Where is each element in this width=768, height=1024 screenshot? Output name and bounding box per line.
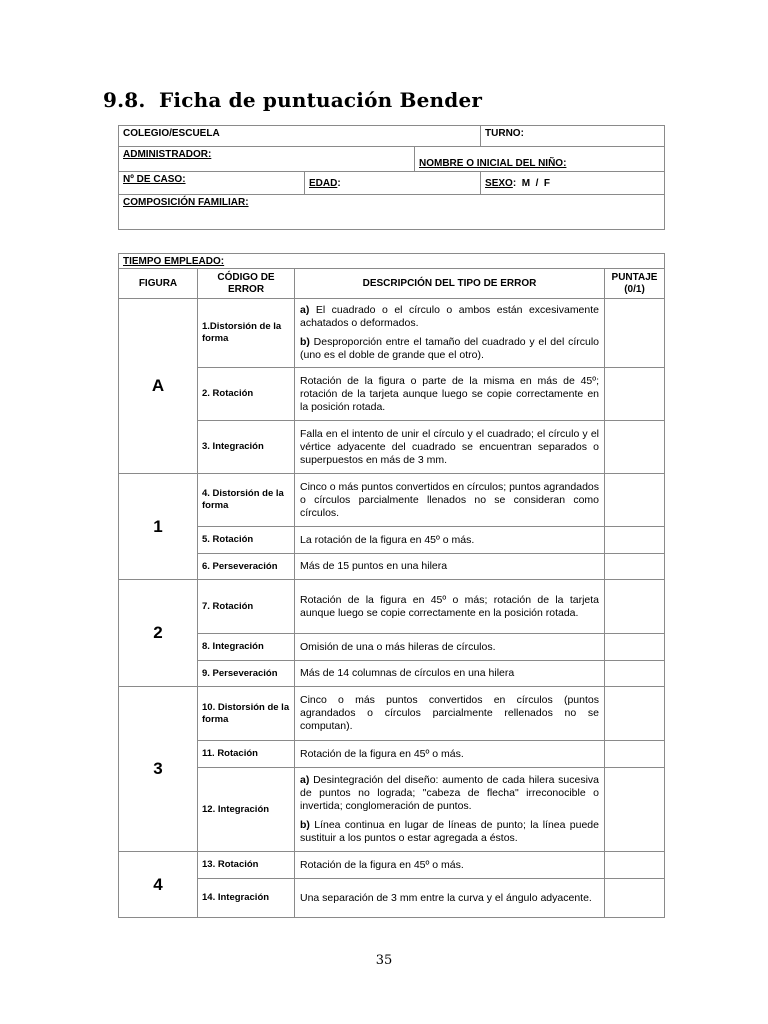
scoring-table [118, 253, 665, 918]
caso-field[interactable] [119, 172, 305, 195]
table-row [119, 741, 665, 768]
error-description: Más de 14 columnas de círculos en una hilera [295, 661, 605, 687]
error-code: 1.Distorsión de la forma [198, 299, 295, 368]
error-description: La rotación de la figura en 45º o más. [295, 527, 605, 554]
error-code: 11. Rotación [198, 741, 295, 768]
error-code: 5. Rotación [198, 527, 295, 554]
error-code: 8. Integración [198, 634, 295, 661]
section-number: 9.8. [103, 88, 146, 112]
error-code: 13. Rotación [198, 852, 295, 879]
score-cell[interactable] [605, 421, 665, 474]
error-code: 14. Integración [198, 879, 295, 918]
figure-label-4: 4 [119, 852, 198, 918]
tiempo-field[interactable] [119, 254, 665, 269]
section-heading [103, 88, 482, 112]
col-descripcion: DESCRIPCIÓN DEL TIPO DE ERROR [295, 269, 605, 299]
table-row [119, 299, 665, 368]
table-row [119, 687, 665, 741]
error-description: a) Desintegración del diseño: aumento de cada hilera sucesiva de puntos no lograda; "cabeza de flecha" irreconocible o invertida; conglomeración de puntos. b) Línea continua en lugar de líneas de punto; la línea puede sustituir a los puntos o estar agregada a éstos. [295, 768, 605, 852]
table-row [119, 634, 665, 661]
page-number: 35 [375, 953, 393, 968]
score-cell[interactable] [605, 368, 665, 421]
error-description: Más de 15 puntos en una hilera [295, 554, 605, 580]
table-row [119, 661, 665, 687]
error-description: Omisión de una o más hileras de círculos. [295, 634, 605, 661]
turno-field[interactable] [481, 126, 665, 147]
score-cell[interactable] [605, 554, 665, 580]
composicion-field[interactable] [119, 195, 665, 230]
header-form-table [118, 125, 665, 230]
edad-label: EDAD [309, 177, 338, 189]
composicion-label: COMPOSICIÓN FAMILIAR: [123, 197, 249, 208]
figure-label-2: 2 [119, 580, 198, 687]
error-code: 9. Perseveración [198, 661, 295, 687]
error-code: 10. Distorsión de la forma [198, 687, 295, 741]
table-row [119, 879, 665, 918]
section-title: Ficha de puntuación Bender [159, 88, 483, 112]
error-code: 6. Perseveración [198, 554, 295, 580]
error-description: Rotación de la figura en 45º o más. [295, 741, 605, 768]
error-code: 2. Rotación [198, 368, 295, 421]
tiempo-label: TIEMPO EMPLEADO: [123, 256, 225, 267]
figure-label-3: 3 [119, 687, 198, 852]
error-description: Cinco o más puntos convertidos en círculos (puntos agrandados o círculos parcialmente rellenados no se computan). [295, 687, 605, 741]
table-row [119, 580, 665, 634]
table-row [119, 768, 665, 852]
score-cell[interactable] [605, 741, 665, 768]
score-cell[interactable] [605, 768, 665, 852]
error-description: Rotación de la figura en 45º o más; rotación de la tarjeta aunque luego se copie correctamente en la posición rotada. [295, 580, 605, 634]
table-row [119, 554, 665, 580]
table-row [119, 421, 665, 474]
figure-label-1: 1 [119, 474, 198, 580]
table-row [119, 852, 665, 879]
score-cell[interactable] [605, 634, 665, 661]
error-code: 12. Integración [198, 768, 295, 852]
colegio-field[interactable] [119, 126, 481, 147]
colegio-label: COLEGIO/ESCUELA [123, 128, 220, 139]
error-code: 7. Rotación [198, 580, 295, 634]
score-cell[interactable] [605, 687, 665, 741]
error-code: 4. Distorsión de la forma [198, 474, 295, 527]
sexo-label: SEXO [485, 177, 513, 189]
score-cell[interactable] [605, 661, 665, 687]
error-description: Rotación de la figura en 45º o más. [295, 852, 605, 879]
error-description: a) El cuadrado o el círculo o ambos están excesivamente achatados o deformados. b) Desproporción entre el tamaño del cuadrado y el del círculo (uno es el doble de grande que el otro). [295, 299, 605, 368]
score-cell[interactable] [605, 580, 665, 634]
error-description: Una separación de 3 mm entre la curva y el ángulo adyacente. [295, 879, 605, 918]
nombre-field[interactable] [415, 147, 665, 172]
col-figura: FIGURA [119, 269, 198, 299]
score-cell[interactable] [605, 474, 665, 527]
error-description: Rotación de la figura o parte de la misma en más de 45º; rotación de la tarjeta aunque luego se copie correctamente en la posición rotada. [295, 368, 605, 421]
edad-colon: : [337, 177, 341, 189]
error-description: Cinco o más puntos convertidos en círculos; puntos agrandados o círculos parcialmente llenados no se consideran como círculos. [295, 474, 605, 527]
col-codigo: CÓDIGO DE ERROR [198, 269, 295, 299]
sexo-options: : M / F [512, 177, 551, 189]
col-puntaje: PUNTAJE (0/1) [605, 269, 665, 299]
figure-label-a: A [119, 299, 198, 474]
score-cell[interactable] [605, 852, 665, 879]
table-row [119, 474, 665, 527]
error-description: Falla en el intento de unir el círculo y el cuadrado; el círculo y el vértice adyacente del cuadrado se encuentran separados o superpuestos en más de 3 mm. [295, 421, 605, 474]
sexo-field[interactable] [481, 172, 665, 195]
table-row [119, 527, 665, 554]
nombre-label: NOMBRE O INICIAL DEL NIÑO: [419, 158, 567, 169]
score-cell[interactable] [605, 879, 665, 918]
administrador-field[interactable] [119, 147, 415, 172]
score-cell[interactable] [605, 299, 665, 368]
caso-label: Nº DE CASO: [123, 174, 186, 185]
error-code: 3. Integración [198, 421, 295, 474]
turno-label: TURNO: [485, 128, 524, 139]
edad-field[interactable] [305, 172, 481, 195]
score-cell[interactable] [605, 527, 665, 554]
table-row [119, 368, 665, 421]
administrador-label: ADMINISTRADOR: [123, 149, 212, 160]
